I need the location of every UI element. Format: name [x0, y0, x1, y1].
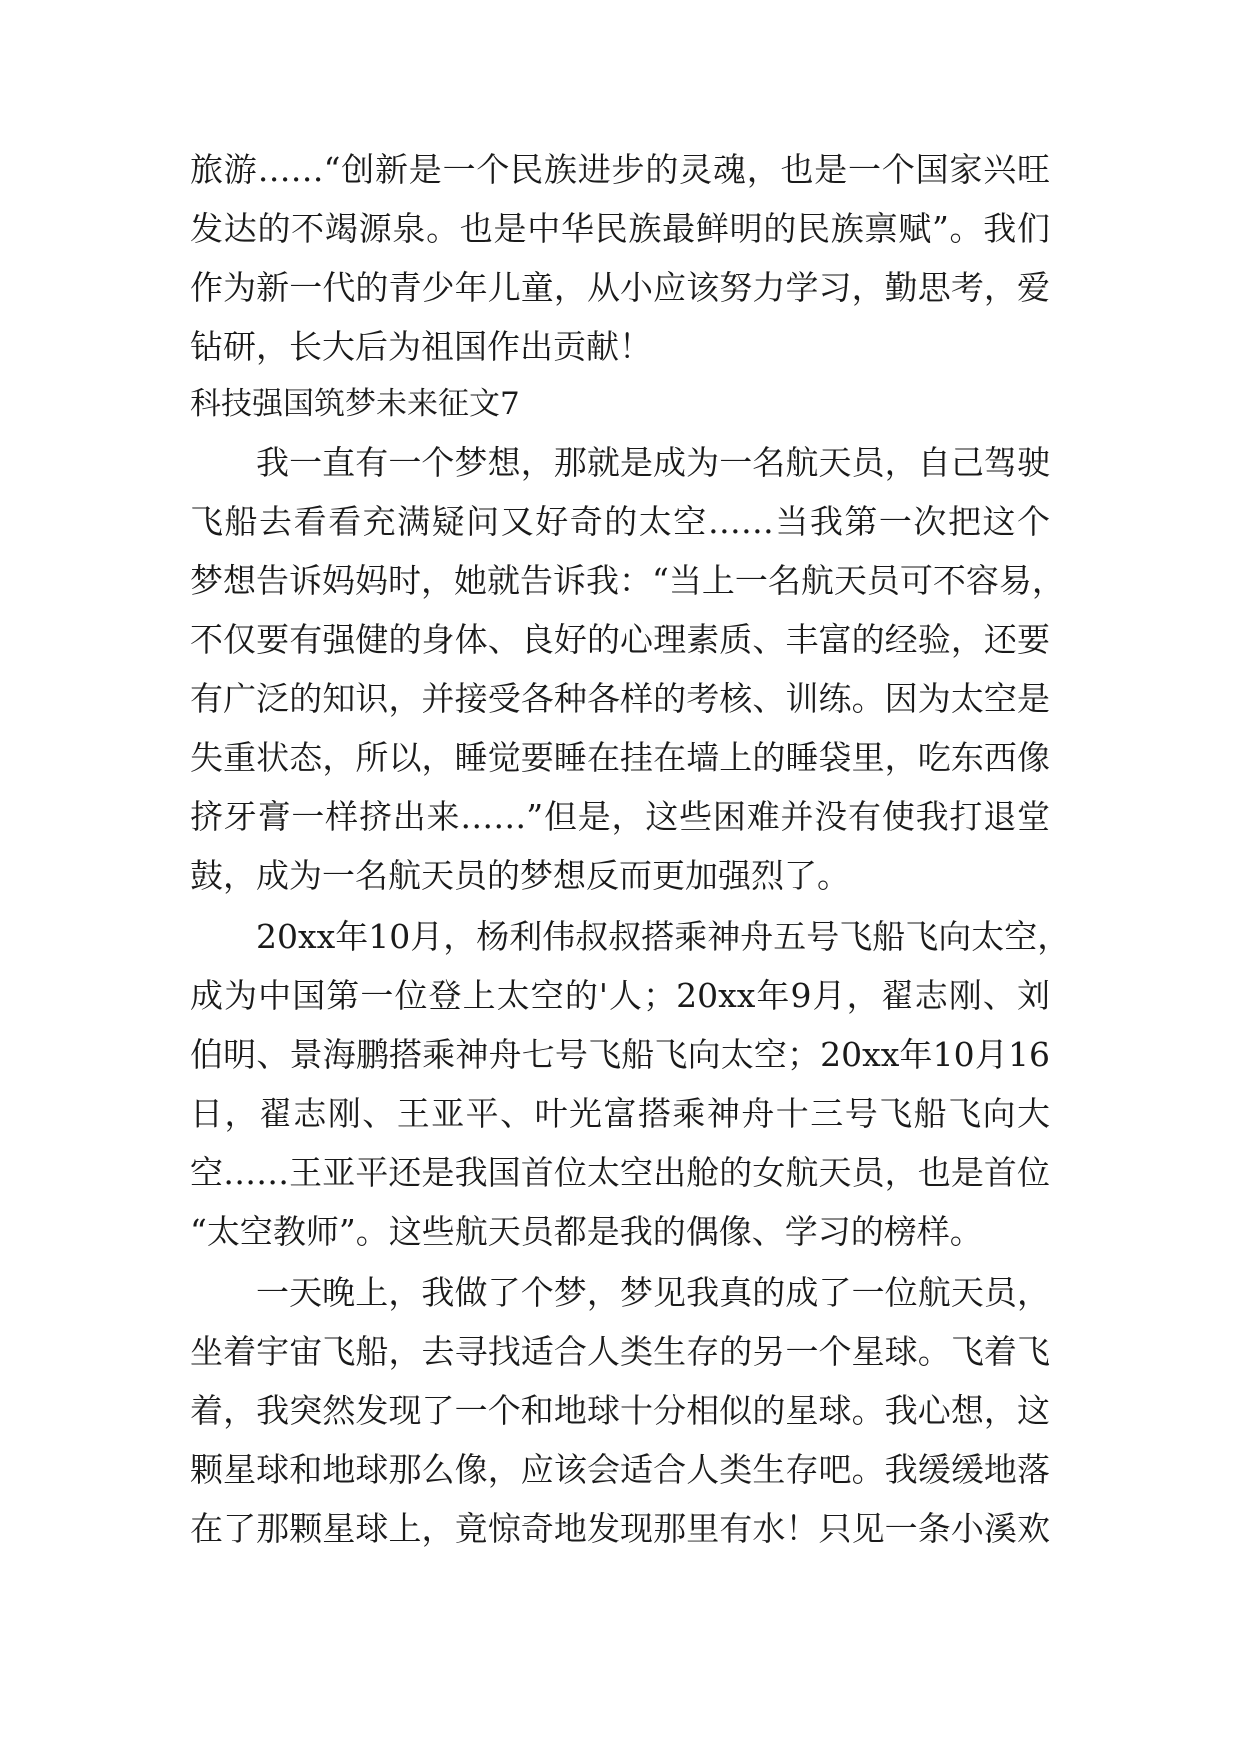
paragraph-line: 梦想告诉妈妈时，她就告诉我：“当上一名航天员可不容易，	[190, 561, 1065, 600]
paragraph-line: 伯明、景海鹏搭乘神舟七号飞船飞向太空；20xx年10月16	[190, 1035, 1050, 1074]
paragraph-line: 坐着宇宙飞船，去寻找适合人类生存的另一个星球。飞着飞	[190, 1332, 1050, 1371]
paragraph-line: 挤牙膏一样挤出来……”但是，这些困难并没有使我打退堂	[190, 797, 1050, 836]
paragraph-line: “太空教师”。这些航天员都是我的偶像、学习的榜样。	[190, 1212, 983, 1251]
paragraph-line: 失重状态，所以，睡觉要睡在挂在墙上的睡袋里，吃东西像	[190, 738, 1050, 777]
paragraph-line: 日，翟志刚、王亚平、叶光富搭乘神舟十三号飞船飞向大	[190, 1094, 1050, 1133]
paragraph-line: 钻研，长大后为祖国作出贡献！	[190, 327, 652, 366]
paragraph-line: 发达的不竭源泉。也是中华民族最鲜明的民族禀赋”。我们	[190, 209, 1050, 248]
paragraph-line: 作为新一代的青少年儿童，从小应该努力学习，勤思考，爱	[190, 268, 1050, 307]
paragraph-line: 我一直有一个梦想，那就是成为一名航天员，自己驾驶	[256, 443, 1050, 482]
paragraph-line: 空……王亚平还是我国首位太空出舱的女航天员，也是首位	[190, 1153, 1050, 1192]
paragraph-line: 飞船去看看充满疑问又好奇的太空……当我第一次把这个	[190, 502, 1050, 541]
section-title: 科技强国筑梦未来征文7	[190, 386, 520, 422]
paragraph-line: 成为中国第一位登上太空的'人；20xx年9月，翟志刚、刘	[190, 976, 1050, 1015]
paragraph-line: 鼓，成为一名航天员的梦想反而更加强烈了。	[190, 856, 850, 895]
paragraph-line: 一天晚上，我做了个梦，梦见我真的成了一位航天员，	[256, 1273, 1050, 1312]
paragraph-line: 不仅要有强健的身体、良好的心理素质、丰富的经验，还要	[190, 620, 1050, 659]
paragraph-line: 旅游……“创新是一个民族进步的灵魂，也是一个国家兴旺	[190, 150, 1050, 189]
paragraph-line: 20xx年10月，杨利伟叔叔搭乘神舟五号飞船飞向太空，	[256, 917, 1071, 956]
paragraph-line: 着，我突然发现了一个和地球十分相似的星球。我心想，这	[190, 1391, 1050, 1430]
paragraph-line: 颗星球和地球那么像，应该会适合人类生存吧。我缓缓地落	[190, 1450, 1050, 1489]
paragraph-line: 在了那颗星球上，竟惊奇地发现那里有水！只见一条小溪欢	[190, 1509, 1050, 1548]
paragraph-line: 有广泛的知识，并接受各种各样的考核、训练。因为太空是	[190, 679, 1050, 718]
